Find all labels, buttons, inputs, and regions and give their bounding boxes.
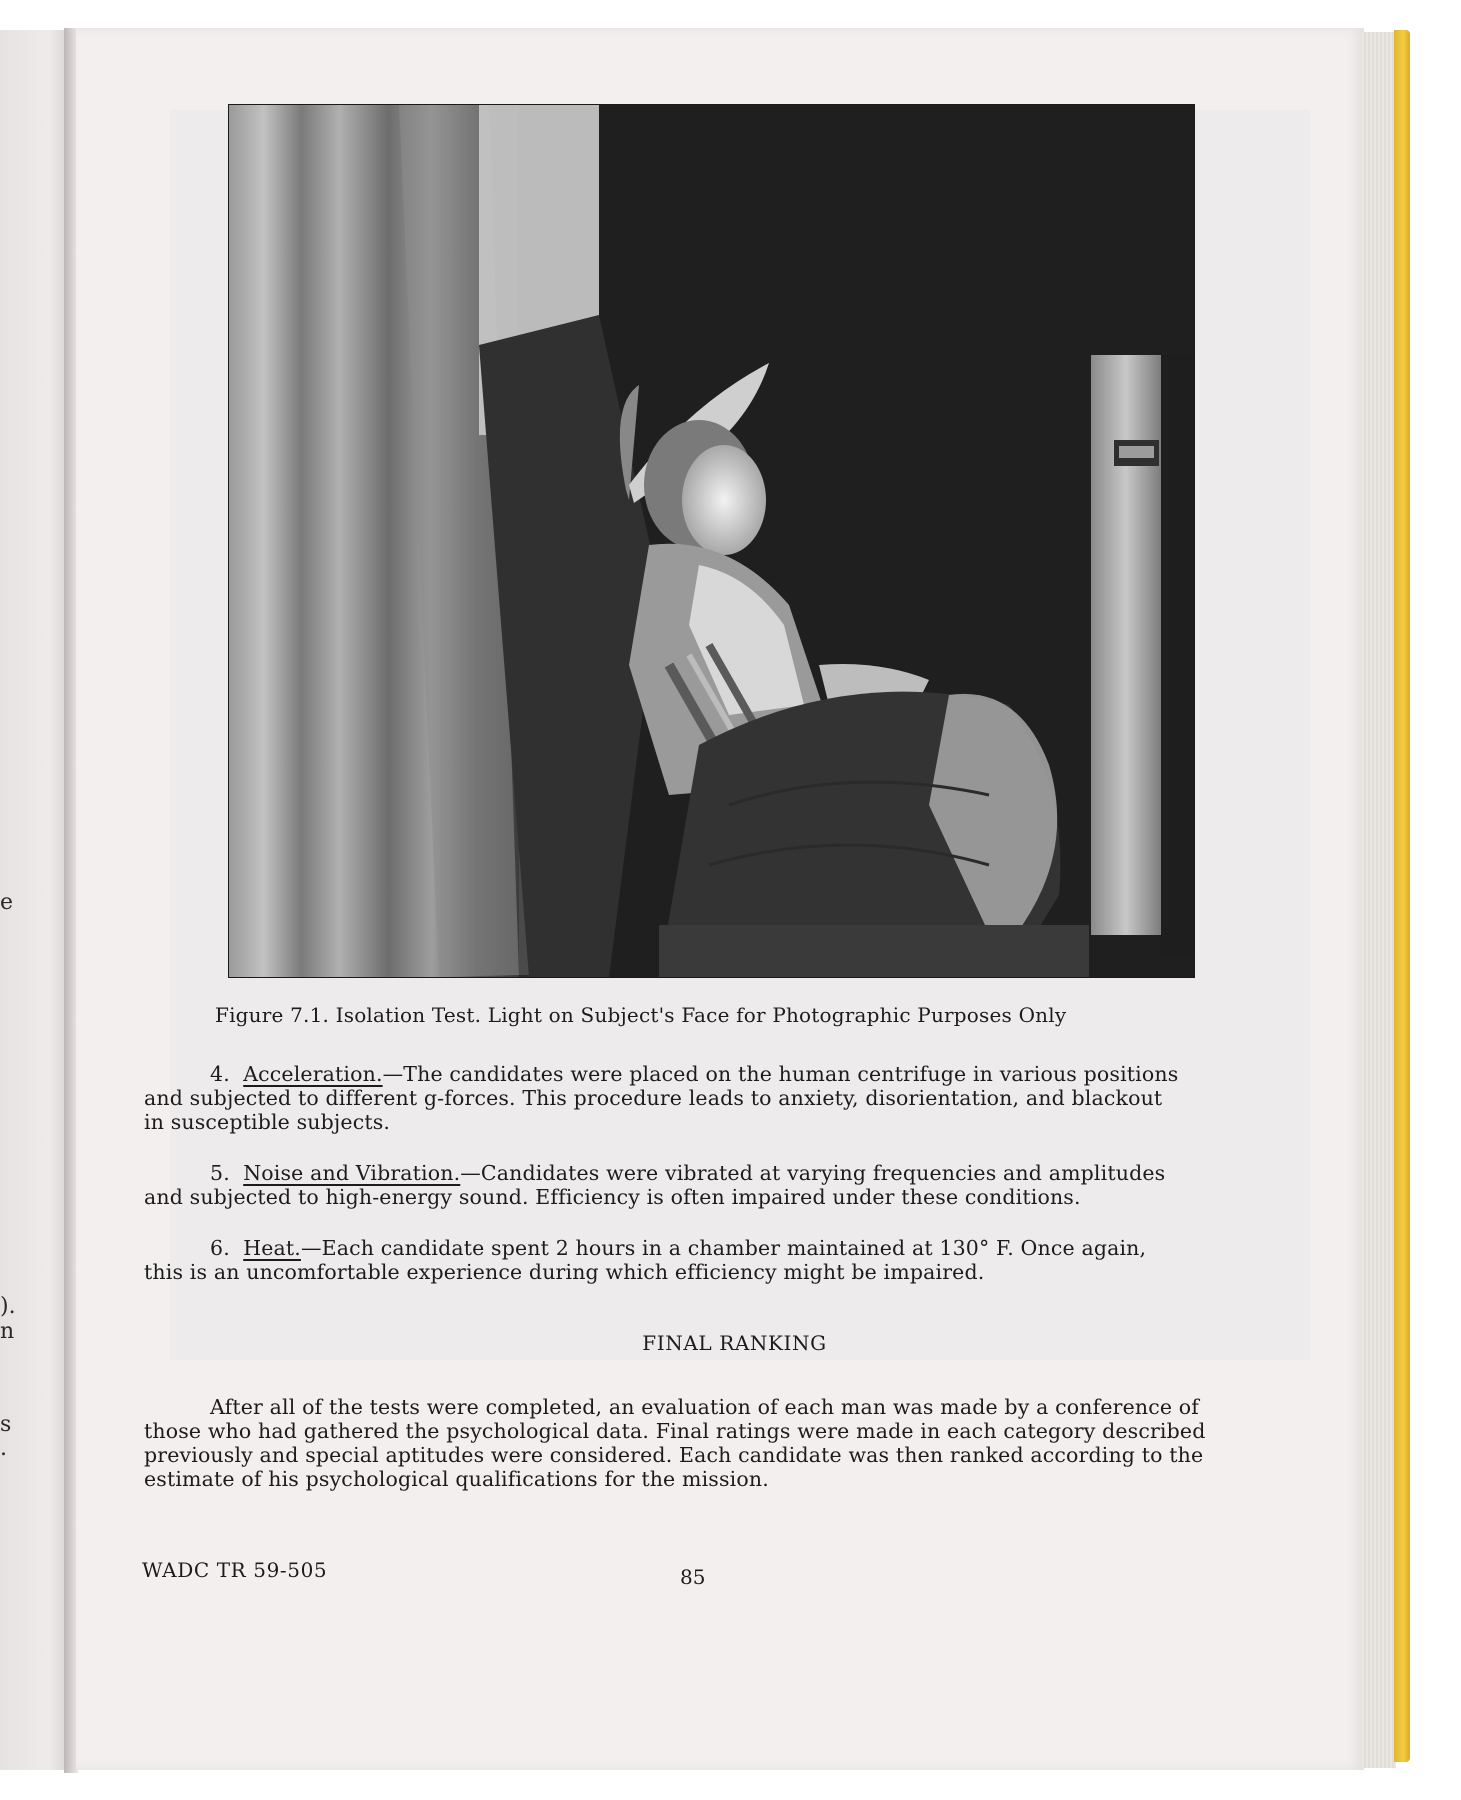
yellow-cover-edge [1394,30,1410,1762]
section-heading-text: FINAL RANKING [642,1331,827,1355]
left-page-fragment: ). [0,1294,16,1319]
item-text-line: —Each candidate spent 2 hours in a chamber maintained at 130° F. Once again, [300,1236,1147,1260]
figure-caption: Figure 7.1. Isolation Test. Light on Subject's Face for Photographic Purposes Only [215,1003,1067,1027]
item-text-line: —Candidates were vibrated at varying frequencies and amplitudes [460,1161,1166,1185]
item-text-line: in susceptible subjects. [144,1110,391,1134]
photo-isolation-test-icon [229,105,1194,977]
item-text-line: and subjected to different g-forces. This procedure leads to anxiety, disorientation, and blackout [144,1086,1163,1110]
item-number: 6. [210,1236,230,1260]
paragraph-line: previously and special aptitudes were considered. Each candidate was then ranked according to the [144,1443,1204,1467]
left-page-fragment: s [0,1412,12,1437]
item-text-line: —The candidates were placed on the human centrifuge in various positions [382,1062,1179,1086]
section-heading [0,1331,1461,1355]
item-noise-vibration [144,1161,1276,1209]
item-title: Heat. [243,1236,301,1260]
item-title: Acceleration. [243,1062,383,1086]
item-title: Noise and Vibration. [243,1161,461,1185]
item-first-line [144,1062,1276,1086]
item-text-line: this is an uncomfortable experience during which efficiency might be impaired. [144,1260,985,1284]
left-page-fragment: e [0,890,14,915]
page-stack-edge [1362,32,1396,1768]
report-id: WADC TR 59-505 [142,1558,328,1582]
item-text-line: and subjected to high-energy sound. Efficiency is often impaired under these conditions. [144,1185,1081,1209]
paragraph-line: those who had gathered the psychological data. Final ratings were made in each category described [144,1419,1206,1443]
item-first-line [144,1236,1276,1260]
item-acceleration [144,1062,1276,1134]
left-page-fragment: n [0,1319,15,1344]
item-number: 4. [210,1062,230,1086]
figure-photo [228,104,1195,978]
page-number: 85 [680,1565,706,1589]
item-first-line [144,1161,1276,1185]
item-number: 5. [210,1161,230,1185]
item-heat [144,1236,1276,1284]
paragraph-line: After all of the tests were completed, an evaluation of each man was made by a conference of [210,1395,1200,1419]
final-ranking-paragraph [144,1395,1276,1491]
left-page-fragment: . [0,1436,7,1461]
paragraph-line: estimate of his psychological qualifications for the mission. [144,1467,769,1491]
